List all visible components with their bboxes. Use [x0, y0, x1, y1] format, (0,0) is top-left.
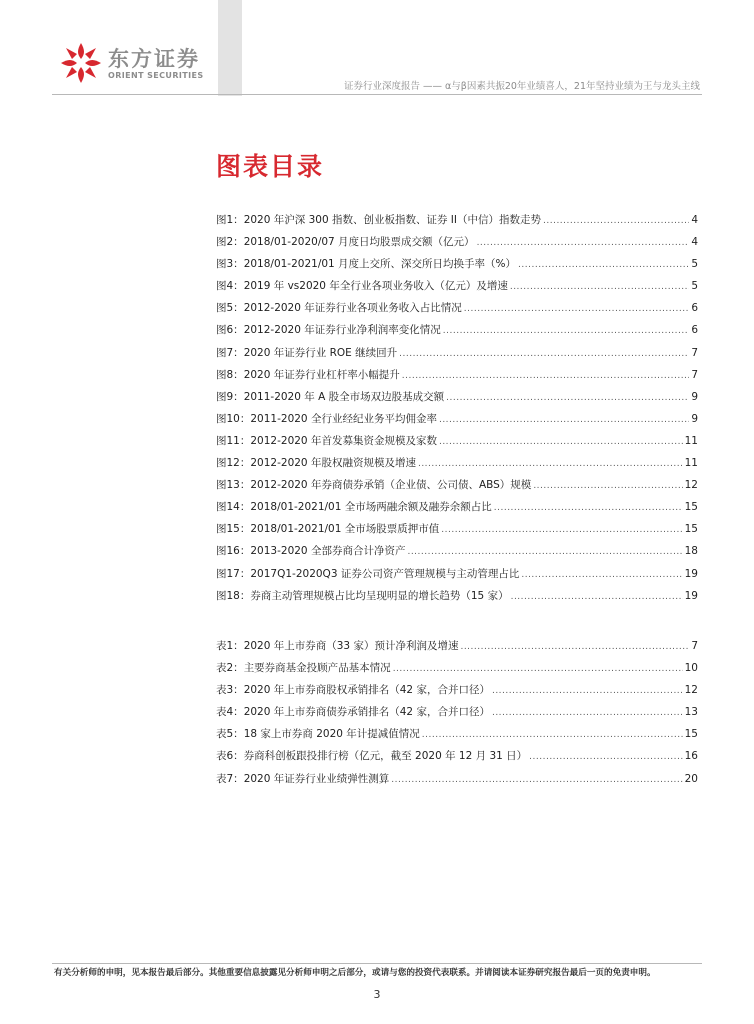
entry-page: 18 [684, 545, 698, 558]
toc-entry[interactable] [216, 660, 698, 682]
toc-entry[interactable] [216, 543, 698, 565]
entry-title: 2012-2020 年证券行业各项业务收入占比情况 [243, 302, 462, 315]
figure-list [216, 212, 698, 610]
entry-label: 图7： [216, 346, 244, 359]
toc-entry[interactable] [216, 300, 698, 322]
toc-entry[interactable] [216, 682, 698, 704]
toc-entry[interactable] [216, 499, 698, 521]
disclaimer-text: 有关分析师的申明，见本报告最后部分。其他重要信息披露见分析师申明之后部分，或请与您的投资代表联系。并请阅读本证券研究报告最后一页的免责申明。 [54, 968, 656, 978]
entry-label: 表6： [216, 750, 244, 763]
entry-title: 2011-2020 年 A 股全市场双边股基成交额 [243, 390, 445, 403]
dot-leader [510, 282, 689, 292]
entry-label: 表3： [216, 684, 244, 697]
entry-title: 2012-2020 年首发募集资金规模及家数 [250, 434, 437, 447]
entry-title: 2018/01-2021/01 全市场两融余额及融券余额占比 [250, 501, 492, 514]
dot-leader [460, 642, 689, 652]
entry-label: 表5： [216, 728, 244, 741]
entry-page: 7 [691, 346, 698, 359]
entry-page: 10 [684, 662, 698, 675]
entry-label: 图8： [216, 368, 244, 381]
entry-page: 15 [684, 523, 698, 536]
entry-title: 2020 年上市券商债券承销排名（42 家，合并口径） [243, 706, 490, 719]
entry-label: 表7： [216, 772, 244, 785]
header-accent-bar [218, 0, 242, 96]
entry-page: 12 [684, 684, 698, 697]
dot-leader [477, 238, 690, 248]
toc-entry[interactable] [216, 638, 698, 660]
entry-title: 2012-2020 年证券行业净利润率变化情况 [243, 324, 441, 337]
dot-leader [391, 775, 682, 785]
entry-title: 2013-2020 全部券商合计净资产 [250, 545, 406, 558]
entry-title: 券商主动管理规模占比均呈现明显的增长趋势（15 家） [250, 589, 509, 602]
entry-title: 2020 年沪深 300 指数、创业板指数、证券 II（中信）指数走势 [243, 214, 541, 226]
toc-entry[interactable] [216, 345, 698, 367]
entry-title: 2018/01-2021/01 月度上交所、深交所日均换手率（%） [243, 258, 517, 271]
entry-page: 7 [691, 640, 698, 652]
footer-divider [52, 963, 702, 964]
dot-leader [422, 730, 683, 740]
entry-page: 12 [684, 479, 698, 492]
dot-leader [492, 686, 683, 696]
toc-entry[interactable] [216, 726, 698, 748]
entry-label: 图1： [216, 214, 244, 226]
toc-entry[interactable] [216, 367, 698, 389]
toc-entry[interactable] [216, 212, 698, 234]
entry-page: 4 [691, 214, 698, 226]
toc-entry[interactable] [216, 278, 698, 300]
entry-label: 图14： [216, 501, 251, 514]
toc-entry[interactable] [216, 521, 698, 543]
page-title: 图表目录 [216, 152, 325, 181]
header-divider [52, 94, 702, 95]
entry-page: 4 [691, 236, 698, 249]
dot-leader [446, 393, 689, 403]
entry-label: 表2： [216, 662, 244, 675]
entry-title: 2011-2020 全行业经纪业务平均佣金率 [250, 412, 437, 425]
entry-label: 表4： [216, 706, 244, 719]
entry-title: 2020 年证券行业 ROE 继续回升 [243, 346, 398, 359]
dot-leader [511, 592, 683, 602]
toc-entry[interactable] [216, 771, 698, 793]
entry-page: 5 [691, 280, 698, 293]
entry-label: 图18： [216, 589, 251, 602]
entry-title: 2018/01-2021/01 全市场股票质押市值 [250, 523, 440, 536]
entry-page: 19 [684, 589, 698, 602]
dot-leader [418, 459, 683, 469]
entry-label: 图10： [216, 412, 251, 425]
entry-page: 7 [691, 368, 698, 381]
entry-label: 图17： [216, 567, 251, 580]
toc-entry[interactable] [216, 256, 698, 278]
entry-page: 6 [691, 324, 698, 337]
dot-leader [521, 570, 682, 580]
entry-title: 2020 年证券行业业绩弹性测算 [243, 772, 390, 785]
entry-title: 2018/01-2020/07 月度日均股票成交额（亿元） [243, 236, 475, 249]
toc-entry[interactable] [216, 433, 698, 455]
entry-title: 2020 年上市券商股权承销排名（42 家，合并口径） [243, 684, 490, 697]
entry-page: 9 [691, 390, 698, 403]
dot-leader [399, 349, 689, 359]
entry-title: 18 家上市券商 2020 年计提减值情况 [243, 728, 420, 741]
table-list [216, 638, 698, 793]
dot-leader [402, 371, 690, 381]
dot-leader [439, 415, 689, 425]
entry-title: 主要券商基金投顾产品基本情况 [243, 662, 391, 675]
brand-name-en: ORIENT SECURITIES [108, 71, 204, 80]
entry-label: 图12： [216, 457, 251, 470]
dot-leader [443, 326, 690, 336]
entry-label: 图3： [216, 258, 244, 271]
entry-page: 19 [684, 567, 698, 580]
dot-leader [439, 437, 683, 447]
entry-page: 20 [684, 772, 698, 785]
toc-entry[interactable] [216, 477, 698, 499]
toc-entry[interactable] [216, 588, 698, 610]
dot-leader [464, 304, 690, 314]
dot-leader [492, 708, 683, 718]
entry-label: 图15： [216, 523, 251, 536]
entry-page: 15 [684, 501, 698, 514]
report-title-line: 证券行业深度报告 —— α与β因素共振20年业绩喜人，21年坚持业绩为王与龙头主线 [343, 81, 700, 92]
entry-label: 图16： [216, 545, 251, 558]
entry-page: 5 [691, 258, 698, 271]
toc-entry[interactable] [216, 322, 698, 344]
dot-leader [407, 547, 682, 557]
entry-label: 图6： [216, 324, 244, 337]
orient-logo-icon [58, 40, 104, 86]
entry-label: 图2： [216, 236, 244, 249]
entry-page: 11 [684, 457, 698, 470]
toc-entry[interactable] [216, 389, 698, 411]
entry-title: 2020 年上市券商（33 家）预计净利润及增速 [243, 640, 459, 652]
dot-leader [543, 216, 689, 226]
entry-page: 9 [691, 412, 698, 425]
entry-page: 13 [684, 706, 698, 719]
page-number: 3 [373, 988, 381, 1001]
entry-title: 2017Q1-2020Q3 证券公司资产管理规模与主动管理占比 [250, 567, 520, 580]
toc-entry[interactable] [216, 566, 698, 588]
entry-page: 16 [684, 750, 698, 763]
entry-label: 表1： [216, 640, 244, 652]
dot-leader [393, 664, 683, 674]
brand-name-cn: 东方证券 [108, 47, 200, 71]
dot-leader [533, 481, 682, 491]
entry-label: 图9： [216, 390, 244, 403]
toc-entry[interactable] [216, 411, 698, 433]
entry-title: 2020 年证券行业杠杆率小幅提升 [243, 368, 400, 381]
entry-title: 券商科创板跟投排行榜（亿元，截至 2020 年 12 月 31 日） [243, 750, 528, 763]
entry-page: 6 [691, 302, 698, 315]
toc-entry[interactable] [216, 704, 698, 726]
entry-label: 图4： [216, 280, 244, 293]
entry-title: 2012-2020 年券商债券承销（企业债、公司债、ABS）规模 [250, 479, 532, 492]
toc-entry[interactable] [216, 234, 698, 256]
entry-label: 图11： [216, 434, 251, 447]
dot-leader [494, 503, 683, 513]
dot-leader [518, 260, 689, 270]
toc-entry[interactable] [216, 455, 698, 477]
dot-leader [529, 752, 682, 762]
entry-page: 15 [684, 728, 698, 741]
entry-page: 11 [684, 434, 698, 447]
entry-label: 图5： [216, 302, 244, 315]
entry-title: 2019 年 vs2020 年全行业各项业务收入（亿元）及增速 [243, 280, 508, 293]
entry-title: 2012-2020 年股权融资规模及增速 [250, 457, 416, 470]
dot-leader [441, 525, 682, 535]
company-logo [58, 40, 218, 88]
toc-entry[interactable] [216, 748, 698, 770]
entry-label: 图13： [216, 479, 251, 492]
